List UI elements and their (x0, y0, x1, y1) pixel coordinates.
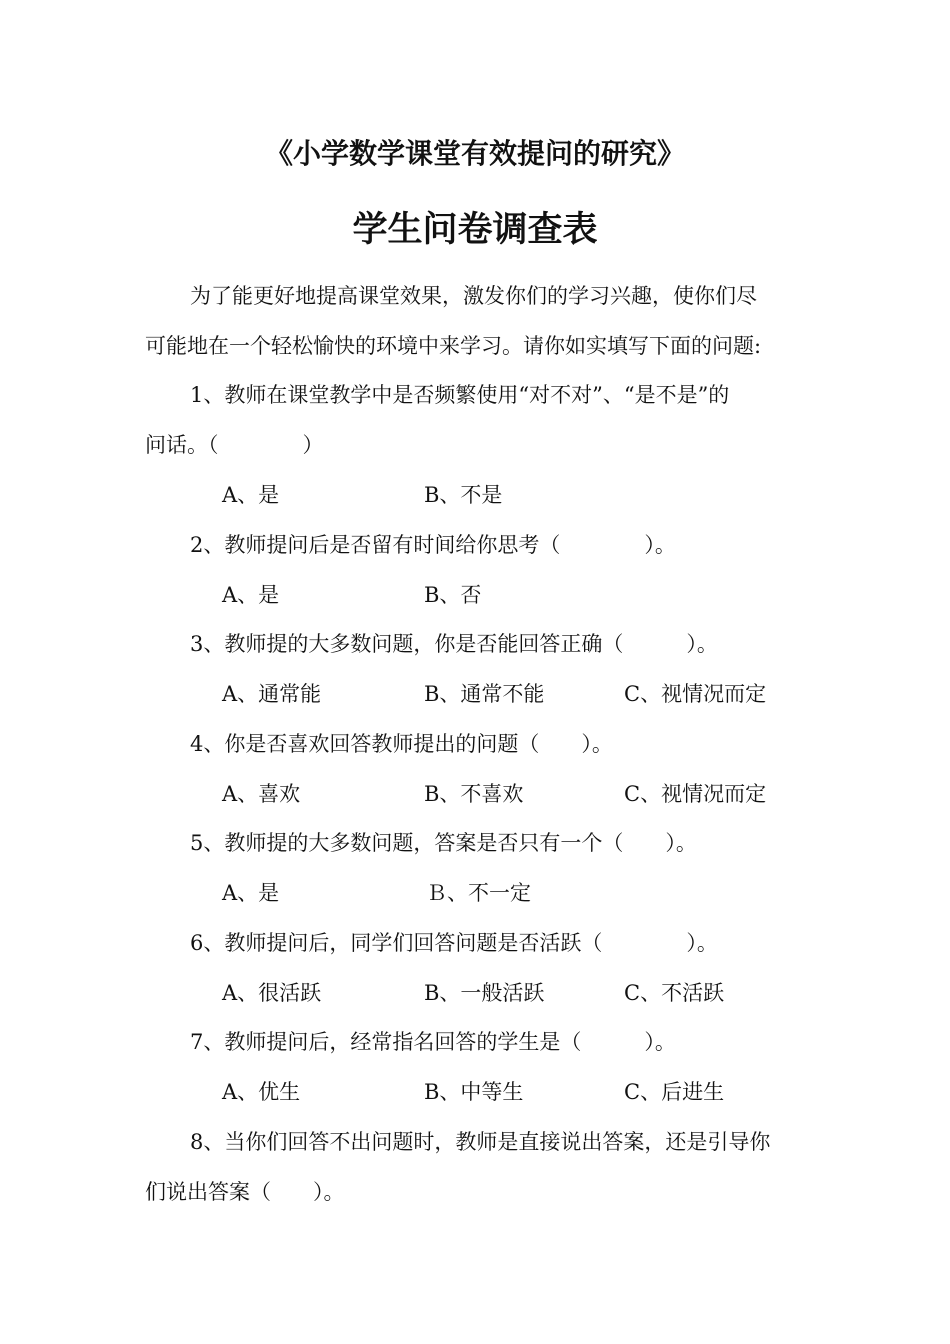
question-3-line-1: 3、教师提的大多数问题，你是否能回答正确（ ）。 (190, 632, 718, 656)
question-1-line-2: 问话。（ ） (145, 433, 324, 457)
question-2-option-b[interactable]: B、否 (424, 583, 482, 607)
question-7-option-c[interactable]: C、后进生 (624, 1080, 725, 1104)
document-title: 《小学数学课堂有效提问的研究》 (264, 137, 685, 170)
question-7-option-a[interactable]: A、优生 (222, 1080, 301, 1104)
question-2-line-1: 2、教师提问后是否留有时间给你思考（ ）。 (190, 533, 676, 557)
question-6-line-1: 6、教师提问后，同学们回答问题是否活跃（ ）。 (190, 931, 718, 955)
question-1-line-1: 1、教师在课堂教学中是否频繁使用“对不对”、“是不是”的 (190, 383, 730, 407)
intro-line-2: 可能地在一个轻松愉快的环境中来学习。请你如实填写下面的问题: (145, 334, 762, 358)
intro-line-1: 为了能更好地提高课堂效果，激发你们的学习兴趣，使你们尽 (190, 284, 757, 308)
question-5-line-1: 5、教师提的大多数问题，答案是否只有一个（ ）。 (190, 831, 697, 855)
question-1-option-b[interactable]: B、不是 (424, 483, 503, 507)
question-4-option-c[interactable]: C、视情况而定 (624, 782, 767, 806)
question-8-line-2: 们说出答案（ ）。 (145, 1180, 345, 1204)
question-4-option-a[interactable]: A、喜欢 (222, 782, 301, 806)
question-4-option-b[interactable]: B、不喜欢 (424, 782, 524, 806)
question-4-line-1: 4、你是否喜欢回答教师提出的问题（ ）。 (190, 732, 613, 756)
question-6-option-b[interactable]: B、一般活跃 (424, 981, 545, 1005)
question-6-option-a[interactable]: A、很活跃 (222, 981, 322, 1005)
question-3-option-c[interactable]: C、视情况而定 (624, 682, 767, 706)
question-7-option-b[interactable]: B、中等生 (424, 1080, 524, 1104)
question-7-line-1: 7、教师提问后，经常指名回答的学生是（ ）。 (190, 1030, 676, 1054)
document-subtitle: 学生问卷调查表 (352, 209, 598, 250)
question-5-option-a[interactable]: A、是 (222, 881, 280, 905)
question-8-line-1: 8、当你们回答不出问题时，教师是直接说出答案，还是引导你 (190, 1130, 771, 1154)
question-1-option-a[interactable]: A、是 (222, 483, 280, 507)
question-3-option-b[interactable]: B、通常不能 (424, 682, 545, 706)
question-5-option-b[interactable]: Ｂ、不一定 (426, 881, 531, 905)
question-6-option-c[interactable]: C、不活跃 (624, 981, 725, 1005)
question-3-option-a[interactable]: A、通常能 (222, 682, 322, 706)
question-2-option-a[interactable]: A、是 (222, 583, 280, 607)
